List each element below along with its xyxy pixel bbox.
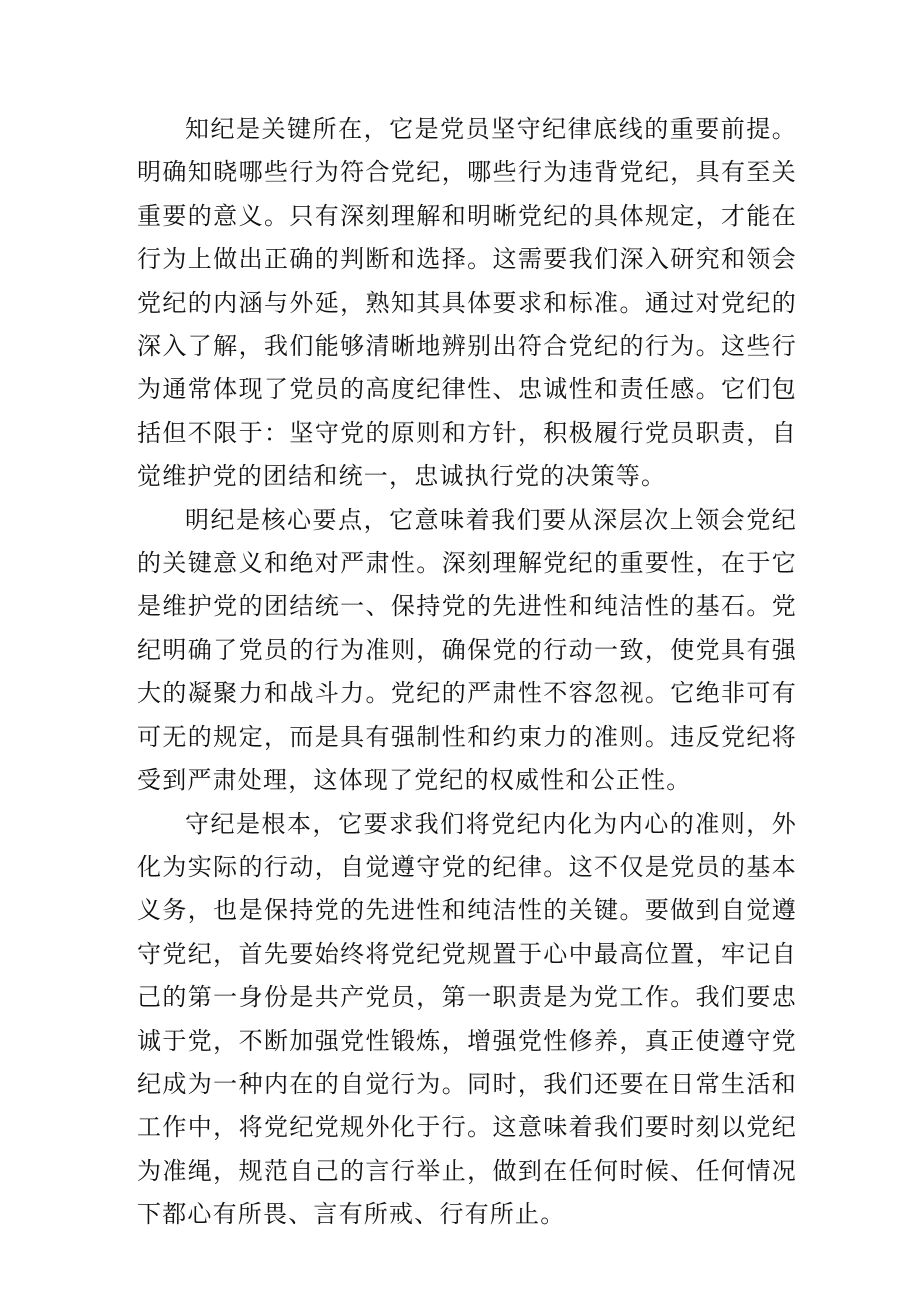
paragraph-shouji-observing: 守纪是根本，它要求我们将党纪内化为内心的准则，外化为实际的行动，自觉遵守党的纪律。这不仅是党员的基本义务，也是保持党的先进性和纯洁性的关键。要做到自觉遵守党纪，首先要始终将党纪党规置于心中最高位置，牢记自己的第一身份是共产党员，第一职责是为党工作。我们要忠诚于党，不断加强党性锻炼，增强党性修养，真正使遵守党纪成为一种内在的自觉行为。同时，我们还要在日常生活和工作中，将党纪党规外化于行。这意味着我们要时刻以党纪为准绳，规范自己的言行举止，做到在任何时候、任何情况下都心有所畏、言有所戒、行有所止。 [137,809,797,1229]
document-body [137,108,797,1237]
paragraph-mingji-understanding: 明纪是核心要点，它意味着我们要从深层次上领会党纪的关键意义和绝对严肃性。深刻理解党纪的重要性，在于它是维护党的团结统一、保持党的先进性和纯洁性的基石。党纪明确了党员的行为准则，确保党的行动一致，使党具有强大的凝聚力和战斗力。党纪的严肃性不容忽视。它绝非可有可无的规定，而是具有强制性和约束力的准则。违反党纪将受到严肃处理，这体现了党纪的权威性和公正性。 [137,505,797,795]
paragraph-zhiji-knowing: 知纪是关键所在，它是党员坚守纪律底线的重要前提。明确知晓哪些行为符合党纪，哪些行为违背党纪，具有至关重要的意义。只有深刻理解和明晰党纪的具体规定，才能在行为上做出正确的判断和选择。这需要我们深入研究和领会党纪的内涵与外延，熟知其具体要求和标准。通过对党纪的深入了解，我们能够清晰地辨别出符合党纪的行为。这些行为通常体现了党员的高度纪律性、忠诚性和责任感。它们包括但不限于：坚守党的原则和方针，积极履行党员职责，自觉维护党的团结和统一，忠诚执行党的决策等。 [137,115,797,491]
